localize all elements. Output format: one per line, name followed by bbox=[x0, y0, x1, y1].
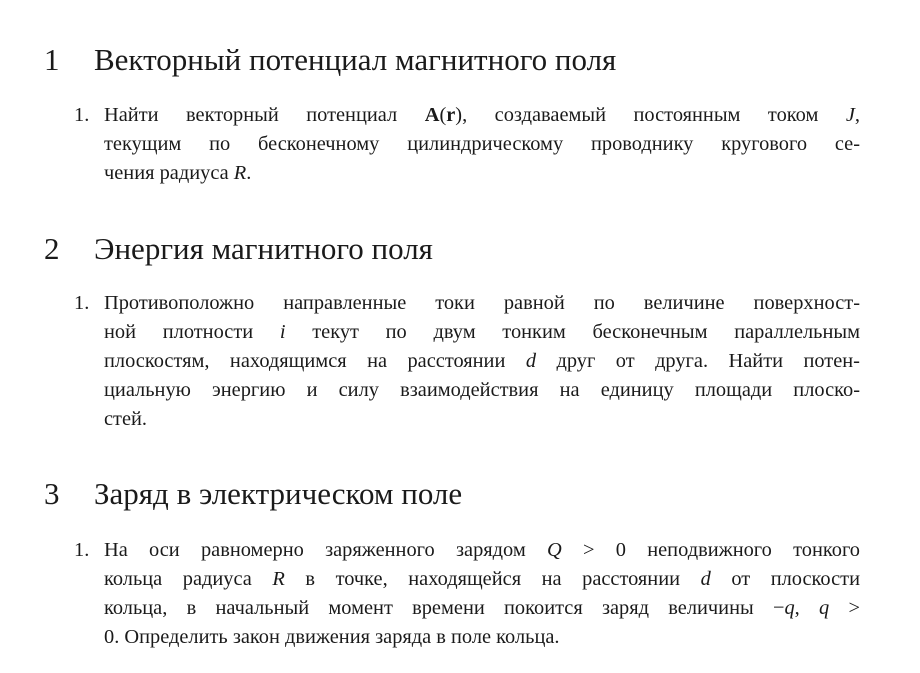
problem-line: циальную энергию и силу взаимодействия на единицу площади плоско- bbox=[104, 379, 860, 401]
math-vector-A: A bbox=[424, 104, 440, 126]
math-vector-r: r bbox=[446, 104, 456, 126]
problem-line: На оси равномерно заряженного зарядом Q > 0 неподвижного тонкого bbox=[104, 539, 860, 561]
math-var-q: q bbox=[819, 597, 830, 619]
problem-line: кольца радиуса R в точке, находящейся на расстоянии d от плоскости bbox=[104, 568, 860, 590]
math-var-R: R bbox=[233, 162, 247, 184]
problem-number: 1. bbox=[74, 539, 90, 561]
section-title: Энергия магнитного поля bbox=[94, 231, 433, 266]
problem-line: чения радиуса R. bbox=[104, 162, 252, 184]
section-number: 1 bbox=[44, 42, 60, 77]
problem-line: Найти векторный потенциал A(r), создаваемый постоянным током J, bbox=[104, 104, 861, 126]
problem-line: текущим по бесконечному цилиндрическому проводнику кругового се- bbox=[104, 133, 860, 155]
problem-line: ной плотности i текут по двум тонким бесконечным параллельным bbox=[104, 321, 860, 343]
section-number: 2 bbox=[44, 231, 60, 266]
section-number: 3 bbox=[44, 476, 60, 511]
problem-line: 0. Определить закон движения заряда в поле кольца. bbox=[104, 626, 560, 648]
math-var-i: i bbox=[279, 321, 286, 343]
math-var-q: q bbox=[784, 597, 795, 619]
problem-line: стей. bbox=[104, 408, 148, 430]
problem-number: 1. bbox=[74, 104, 90, 126]
problem-line: плоскостям, находящимся на расстоянии d друг от друга. Найти потен- bbox=[104, 350, 860, 372]
section-title: Заряд в электрическом поле bbox=[94, 476, 463, 511]
math-var-Q: Q bbox=[547, 539, 562, 561]
section-heading bbox=[0, 229, 920, 269]
section-title: Векторный потенциал магнитного поля bbox=[94, 42, 617, 77]
math-var-d: d bbox=[700, 568, 711, 590]
section-heading bbox=[0, 40, 920, 80]
math-var-J: J bbox=[845, 104, 855, 126]
problem-line: Противоположно направленные токи равной по величине поверхност- bbox=[104, 292, 860, 314]
math-var-d: d bbox=[525, 350, 537, 372]
math-var-R: R bbox=[272, 568, 285, 590]
problem-line: кольца, в начальный момент времени покоится заряд величины −q, q > bbox=[104, 597, 860, 619]
problem-number: 1. bbox=[74, 292, 90, 314]
section-heading bbox=[0, 474, 920, 514]
